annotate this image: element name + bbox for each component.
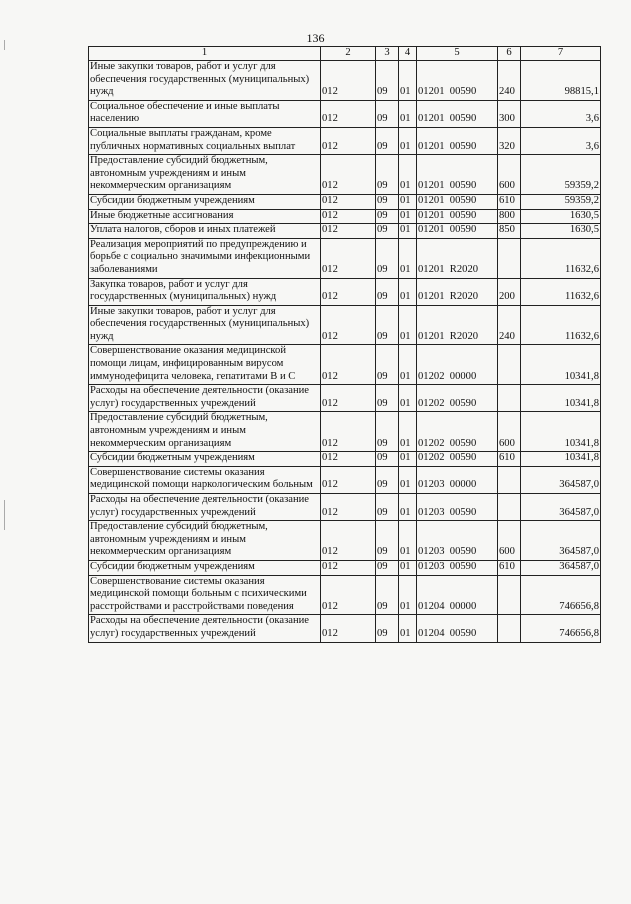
row-ministry-cell: 012: [321, 575, 376, 615]
row-section-cell: 09: [376, 61, 399, 101]
row-subsection-cell: 01: [399, 466, 417, 493]
row-ministry-cell: 012: [321, 155, 376, 195]
row-ministry-cell: 012: [321, 385, 376, 412]
row-amount-cell: 3,6: [521, 100, 601, 127]
table-row: [89, 452, 601, 467]
row-section-cell: 09: [376, 278, 399, 305]
row-section-cell: 09: [376, 494, 399, 521]
row-subsection-cell: 01: [399, 521, 417, 561]
row-subsection-cell: 01: [399, 238, 417, 278]
row-section-cell: 09: [376, 452, 399, 467]
row-ministry-cell: 012: [321, 61, 376, 101]
column-header: 6: [498, 47, 521, 61]
row-target-cell: 01202 00590: [417, 412, 498, 452]
row-amount-cell: 98815,1: [521, 61, 601, 101]
column-header: 4: [399, 47, 417, 61]
row-name-cell: Предоставление субсидий бюджетным, автономным учреждениям и иным некоммерческим организациям: [89, 155, 321, 195]
row-type-cell: 600: [498, 521, 521, 561]
row-target-cell: 01201 00590: [417, 127, 498, 154]
row-ministry-cell: 012: [321, 194, 376, 209]
row-ministry-cell: 012: [321, 238, 376, 278]
row-amount-cell: 59359,2: [521, 155, 601, 195]
row-name-cell: Иные закупки товаров, работ и услуг для обеспечения государственных (муниципальных) нужд: [89, 305, 321, 345]
row-subsection-cell: 01: [399, 194, 417, 209]
table-row: [89, 385, 601, 412]
row-name-cell: Уплата налогов, сборов и иных платежей: [89, 224, 321, 239]
row-target-cell: 01201 00590: [417, 61, 498, 101]
row-section-cell: 09: [376, 127, 399, 154]
table-row: [89, 615, 601, 642]
row-name-cell: Совершенствование оказания медицинской помощи лицам, инфицированным вирусом иммунодефицита человека, гепатитами В и С: [89, 345, 321, 385]
table-row: [89, 560, 601, 575]
row-subsection-cell: 01: [399, 278, 417, 305]
row-amount-cell: 11632,6: [521, 238, 601, 278]
row-type-cell: 240: [498, 61, 521, 101]
row-subsection-cell: 01: [399, 224, 417, 239]
row-target-cell: 01204 00000: [417, 575, 498, 615]
row-type-cell: [498, 238, 521, 278]
row-name-cell: Совершенствование системы оказания медицинской помощи наркологическим больным: [89, 466, 321, 493]
row-subsection-cell: 01: [399, 385, 417, 412]
table-row: [89, 61, 601, 101]
row-amount-cell: 1630,5: [521, 224, 601, 239]
row-ministry-cell: 012: [321, 452, 376, 467]
column-header: 2: [321, 47, 376, 61]
row-type-cell: 300: [498, 100, 521, 127]
row-ministry-cell: 012: [321, 127, 376, 154]
row-section-cell: 09: [376, 615, 399, 642]
row-amount-cell: 11632,6: [521, 278, 601, 305]
row-type-cell: [498, 615, 521, 642]
row-target-cell: 01201 00590: [417, 194, 498, 209]
row-name-cell: Иные закупки товаров, работ и услуг для обеспечения государственных (муниципальных) нужд: [89, 61, 321, 101]
column-header: 1: [89, 47, 321, 61]
row-name-cell: Совершенствование системы оказания медицинской помощи больным с психическими расстройствами и расстройствами поведения: [89, 575, 321, 615]
row-amount-cell: 364587,0: [521, 560, 601, 575]
table-row: [89, 466, 601, 493]
row-amount-cell: 10341,8: [521, 345, 601, 385]
row-target-cell: 01203 00590: [417, 494, 498, 521]
page-number: 136: [306, 31, 325, 45]
row-ministry-cell: 012: [321, 278, 376, 305]
row-type-cell: 610: [498, 194, 521, 209]
row-section-cell: 09: [376, 385, 399, 412]
row-subsection-cell: 01: [399, 452, 417, 467]
table-row: [89, 412, 601, 452]
row-section-cell: 09: [376, 209, 399, 224]
row-subsection-cell: 01: [399, 100, 417, 127]
row-subsection-cell: 01: [399, 61, 417, 101]
row-type-cell: 320: [498, 127, 521, 154]
row-name-cell: Расходы на обеспечение деятельности (оказание услуг) государственных учреждений: [89, 494, 321, 521]
table-row: [89, 155, 601, 195]
row-subsection-cell: 01: [399, 560, 417, 575]
row-amount-cell: 59359,2: [521, 194, 601, 209]
row-target-cell: 01201 R2020: [417, 238, 498, 278]
row-ministry-cell: 012: [321, 224, 376, 239]
row-subsection-cell: 01: [399, 155, 417, 195]
row-name-cell: Закупка товаров, работ и услуг для государственных (муниципальных) нужд: [89, 278, 321, 305]
table-row: [89, 521, 601, 561]
table-row: [89, 238, 601, 278]
table-row: [89, 194, 601, 209]
row-type-cell: 600: [498, 155, 521, 195]
row-amount-cell: 10341,8: [521, 385, 601, 412]
row-target-cell: 01201 00590: [417, 100, 498, 127]
row-ministry-cell: 012: [321, 100, 376, 127]
row-name-cell: Предоставление субсидий бюджетным, автономным учреждениям и иным некоммерческим организациям: [89, 521, 321, 561]
table-body: [89, 61, 601, 643]
table-row: [89, 345, 601, 385]
row-name-cell: Субсидии бюджетным учреждениям: [89, 194, 321, 209]
row-type-cell: 240: [498, 305, 521, 345]
row-subsection-cell: 01: [399, 494, 417, 521]
row-section-cell: 09: [376, 305, 399, 345]
row-amount-cell: 3,6: [521, 127, 601, 154]
row-ministry-cell: 012: [321, 615, 376, 642]
column-header: 7: [521, 47, 601, 61]
row-section-cell: 09: [376, 100, 399, 127]
row-type-cell: 610: [498, 560, 521, 575]
row-target-cell: 01202 00000: [417, 345, 498, 385]
row-amount-cell: 1630,5: [521, 209, 601, 224]
row-amount-cell: 364587,0: [521, 494, 601, 521]
table-row: [89, 494, 601, 521]
row-section-cell: 09: [376, 155, 399, 195]
row-subsection-cell: 01: [399, 305, 417, 345]
row-section-cell: 09: [376, 521, 399, 561]
row-target-cell: 01201 R2020: [417, 305, 498, 345]
row-ministry-cell: 012: [321, 345, 376, 385]
table-row: [89, 209, 601, 224]
row-name-cell: Социальные выплаты гражданам, кроме публичных нормативных социальных выплат: [89, 127, 321, 154]
row-ministry-cell: 012: [321, 560, 376, 575]
row-amount-cell: 10341,8: [521, 452, 601, 467]
row-name-cell: Расходы на обеспечение деятельности (оказание услуг) государственных учреждений: [89, 385, 321, 412]
row-ministry-cell: 012: [321, 412, 376, 452]
row-section-cell: 09: [376, 412, 399, 452]
row-amount-cell: 746656,8: [521, 575, 601, 615]
row-section-cell: 09: [376, 238, 399, 278]
row-ministry-cell: 012: [321, 466, 376, 493]
row-target-cell: 01202 00590: [417, 385, 498, 412]
row-name-cell: Расходы на обеспечение деятельности (оказание услуг) государственных учреждений: [89, 615, 321, 642]
table-header-row: [89, 47, 601, 61]
row-target-cell: 01201 R2020: [417, 278, 498, 305]
row-section-cell: 09: [376, 575, 399, 615]
row-type-cell: [498, 575, 521, 615]
row-target-cell: 01203 00590: [417, 521, 498, 561]
row-subsection-cell: 01: [399, 127, 417, 154]
row-type-cell: 850: [498, 224, 521, 239]
row-type-cell: 800: [498, 209, 521, 224]
row-ministry-cell: 012: [321, 305, 376, 345]
row-subsection-cell: 01: [399, 575, 417, 615]
row-name-cell: Социальное обеспечение и иные выплаты населению: [89, 100, 321, 127]
budget-table: [88, 46, 601, 643]
table-row: [89, 100, 601, 127]
row-amount-cell: 364587,0: [521, 466, 601, 493]
row-target-cell: 01203 00000: [417, 466, 498, 493]
row-section-cell: 09: [376, 466, 399, 493]
row-target-cell: 01201 00590: [417, 224, 498, 239]
row-name-cell: Предоставление субсидий бюджетным, автономным учреждениям и иным некоммерческим организациям: [89, 412, 321, 452]
row-name-cell: Субсидии бюджетным учреждениям: [89, 452, 321, 467]
row-type-cell: [498, 494, 521, 521]
row-target-cell: 01202 00590: [417, 452, 498, 467]
row-type-cell: [498, 345, 521, 385]
row-name-cell: Субсидии бюджетным учреждениям: [89, 560, 321, 575]
row-subsection-cell: 01: [399, 412, 417, 452]
table-row: [89, 278, 601, 305]
row-target-cell: 01201 00590: [417, 209, 498, 224]
row-type-cell: 600: [498, 412, 521, 452]
row-type-cell: 200: [498, 278, 521, 305]
row-subsection-cell: 01: [399, 345, 417, 385]
row-target-cell: 01204 00590: [417, 615, 498, 642]
row-section-cell: 09: [376, 194, 399, 209]
row-amount-cell: 746656,8: [521, 615, 601, 642]
row-amount-cell: 11632,6: [521, 305, 601, 345]
scan-margin-mark: [4, 500, 5, 530]
row-subsection-cell: 01: [399, 615, 417, 642]
row-target-cell: 01203 00590: [417, 560, 498, 575]
table-row: [89, 127, 601, 154]
row-ministry-cell: 012: [321, 209, 376, 224]
row-ministry-cell: 012: [321, 521, 376, 561]
row-name-cell: Реализация мероприятий по предупреждению и борьбе с социально значимыми инфекционными заболеваниями: [89, 238, 321, 278]
row-section-cell: 09: [376, 345, 399, 385]
row-ministry-cell: 012: [321, 494, 376, 521]
row-section-cell: 09: [376, 224, 399, 239]
row-type-cell: [498, 466, 521, 493]
column-header: 5: [417, 47, 498, 61]
row-type-cell: [498, 385, 521, 412]
table-row: [89, 305, 601, 345]
row-amount-cell: 10341,8: [521, 412, 601, 452]
row-section-cell: 09: [376, 560, 399, 575]
row-name-cell: Иные бюджетные ассигнования: [89, 209, 321, 224]
table-row: [89, 224, 601, 239]
row-target-cell: 01201 00590: [417, 155, 498, 195]
table-row: [89, 575, 601, 615]
row-type-cell: 610: [498, 452, 521, 467]
row-subsection-cell: 01: [399, 209, 417, 224]
row-amount-cell: 364587,0: [521, 521, 601, 561]
column-header: 3: [376, 47, 399, 61]
